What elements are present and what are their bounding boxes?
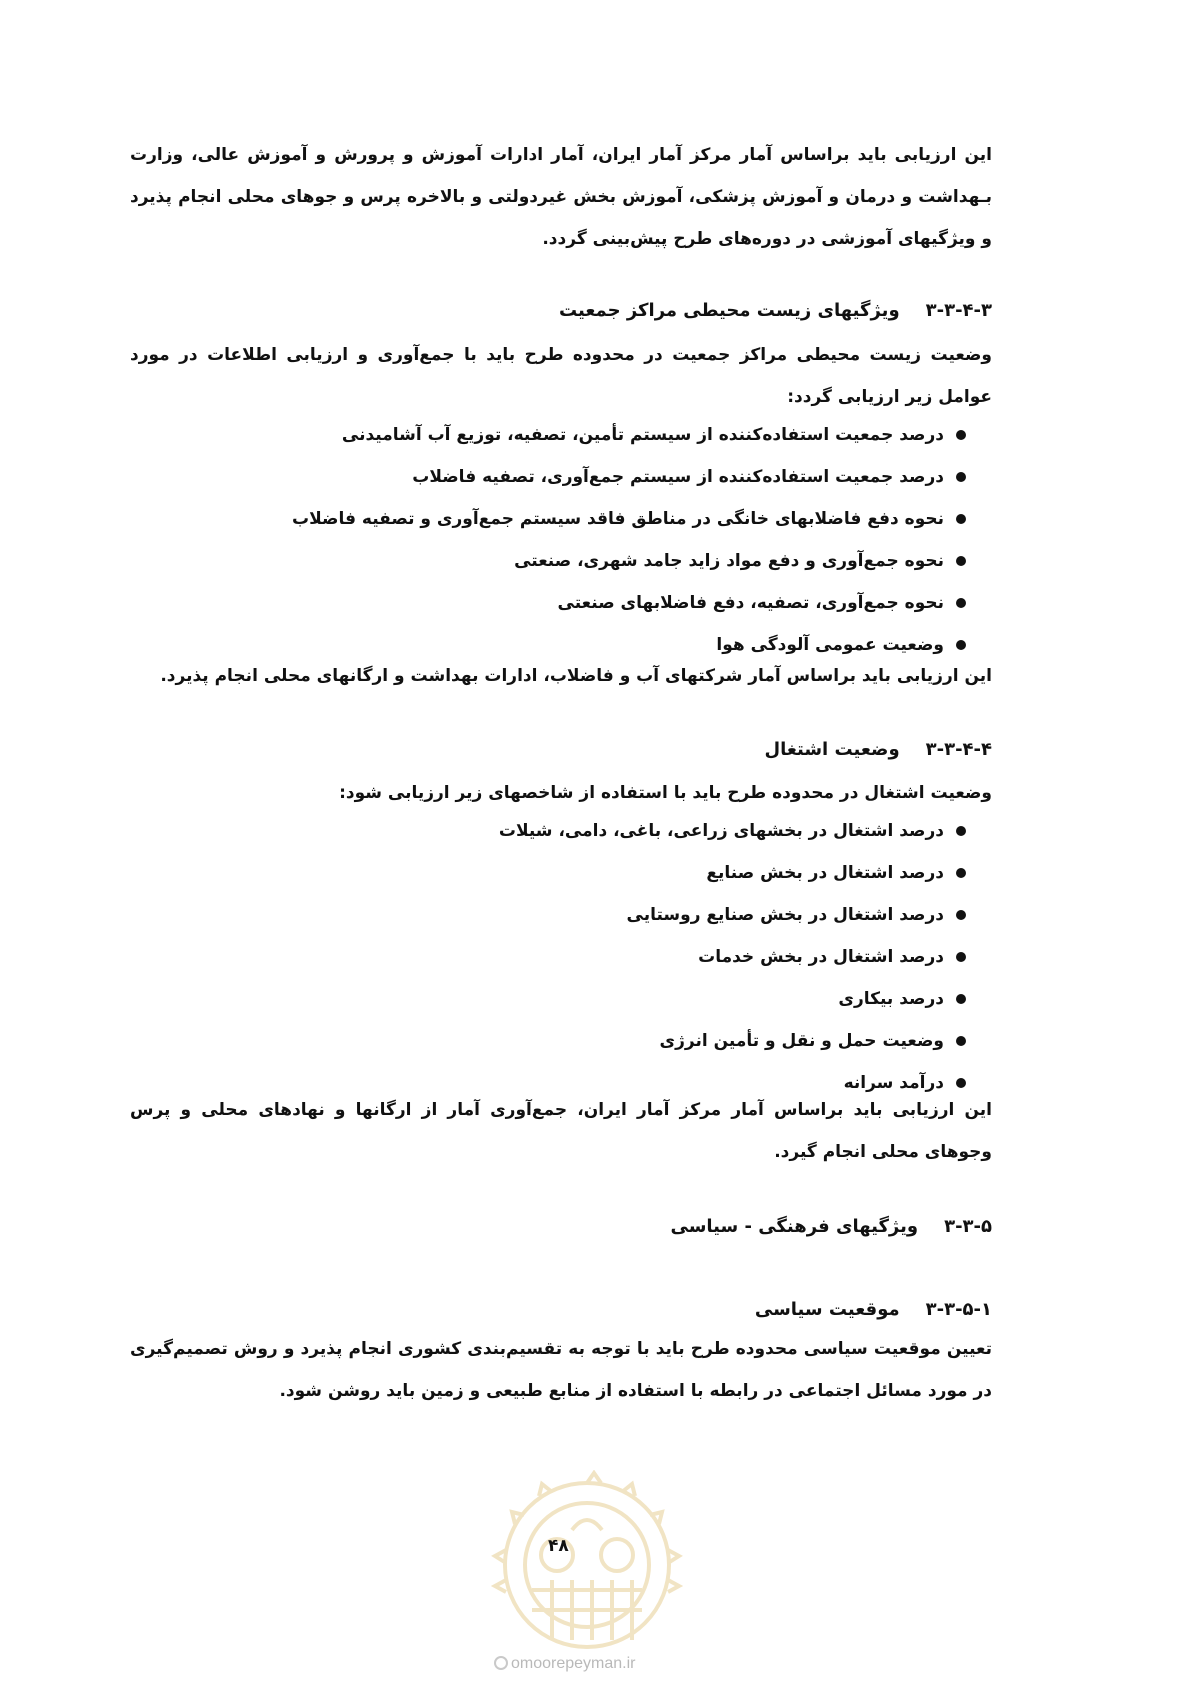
list-item: درصد اشتغال در بخشهای زراعی، باغی، دامی، شیلات	[172, 810, 992, 852]
bullet-icon	[956, 952, 966, 962]
section-title: ویژگیهای زیست محیطی مراکز جمعیت	[558, 300, 900, 321]
intro-paragraph: این ارزیابی باید براساس آمار مرکز آمار ایران، آمار ادارات آموزش و پرورش و آموزش عالی، وزارت بـهداشت و درمان و آموزش پزشکی، آموزش بخش غیردولتی و بالاخره پرس و جوهای محلی انجام پذیرد و ویژگیهای آموزشی در دوره‌های طرح پیش‌بینی گردد.	[130, 145, 992, 249]
bullet-icon	[956, 868, 966, 878]
bullet-icon	[956, 1036, 966, 1046]
list-item: درآمد سرانه	[172, 1062, 992, 1104]
section-intro-paragraph: وضعیت اشتغال در محدوده طرح باید با استفاده از شاخصهای زیر ارزیابی شود:	[339, 783, 992, 803]
section-heading-3-4-3	[559, 296, 992, 326]
section-closing-paragraph: این ارزیابی باید براساس آمار شرکتهای آب و فاضلاب، ادارات بهداشت و ارگانهای محلی انجام پذیرد.	[160, 666, 992, 686]
section-heading-3-4-4	[764, 735, 992, 765]
list-item: نحوه جمع‌آوری، تصفیه، دفع فاضلابهای صنعتی	[172, 582, 992, 624]
bullet-icon	[956, 910, 966, 920]
list-item: درصد اشتغال در بخش صنایع روستایی	[172, 894, 992, 936]
list-item: درصد جمعیت استفاده‌کننده از سیستم جمع‌آوری، تصفیه فاضلاب	[172, 456, 992, 498]
page-number: ۴۸	[548, 1536, 569, 1556]
list-item: وضعیت عمومی آلودگی هوا	[172, 624, 992, 666]
bullet-icon	[956, 472, 966, 482]
bullet-icon	[956, 994, 966, 1004]
list-item: درصد اشتغال در بخش خدمات	[172, 936, 992, 978]
section-number: ۳-۳-۵	[944, 1216, 992, 1237]
section-number: ۳-۳-۴-۴	[925, 739, 992, 760]
section-body-paragraph: تعیین موقعیت سیاسی محدوده طرح باید با توجه به تقسیم‌بندی کشوری انجام پذیرد و روش تصمیم‌گیری در مورد مسائل اجتماعی در رابطه با استفاده از منابع طبیعی و زمین باید روشن شود.	[130, 1339, 992, 1401]
list-item: درصد جمعیت استفاده‌کننده از سیستم تأمین، تصفیه، توزیع آب آشامیدنی	[172, 414, 992, 456]
bullet-icon	[956, 826, 966, 836]
section-title: موقعیت سیاسی	[754, 1299, 900, 1320]
employment-indicators-list	[172, 810, 992, 1104]
section-closing-paragraph: این ارزیابی باید براساس آمار مرکز آمار ایران، جمع‌آوری آمار از ارگانها و نهادهای محلی و پرس وجوهای محلی انجام گیرد.	[130, 1100, 992, 1162]
omoorepeyman-seal-icon	[472, 1470, 702, 1660]
bullet-icon	[956, 556, 966, 566]
environment-factors-list	[172, 414, 992, 666]
bullet-icon	[956, 598, 966, 608]
section-title: ویژگیهای فرهنگی - سیاسی	[670, 1216, 919, 1237]
list-item: درصد اشتغال در بخش صنایع	[172, 852, 992, 894]
section-number: ۳-۳-۵-۱	[925, 1299, 992, 1320]
bullet-icon	[956, 514, 966, 524]
bullet-icon	[956, 430, 966, 440]
section-number: ۳-۳-۴-۳	[925, 300, 992, 321]
list-item: درصد بیکاری	[172, 978, 992, 1020]
section-intro-paragraph: وضعیت زیست محیطی مراکز جمعیت در محدوده طرح باید با جمع‌آوری و ارزیابی اطلاعات در مورد عوامل زیر ارزیابی گردد:	[130, 345, 992, 407]
list-item: نحوه دفع فاضلابهای خانگی در مناطق فاقد سیستم جمع‌آوری و تصفیه فاضلاب	[172, 498, 992, 540]
watermark-url: omoorepeyman.ir	[494, 1655, 636, 1673]
bullet-icon	[956, 1078, 966, 1088]
bullet-icon	[956, 640, 966, 650]
globe-icon	[494, 1656, 508, 1670]
list-item: وضعیت حمل و نقل و تأمین انرژی	[172, 1020, 992, 1062]
section-heading-3-5-1	[755, 1295, 992, 1325]
list-item: نحوه جمع‌آوری و دفع مواد زاید جامد شهری، صنعتی	[172, 540, 992, 582]
section-title: وضعیت اشتغال	[764, 739, 900, 760]
section-heading-3-5	[671, 1212, 993, 1242]
